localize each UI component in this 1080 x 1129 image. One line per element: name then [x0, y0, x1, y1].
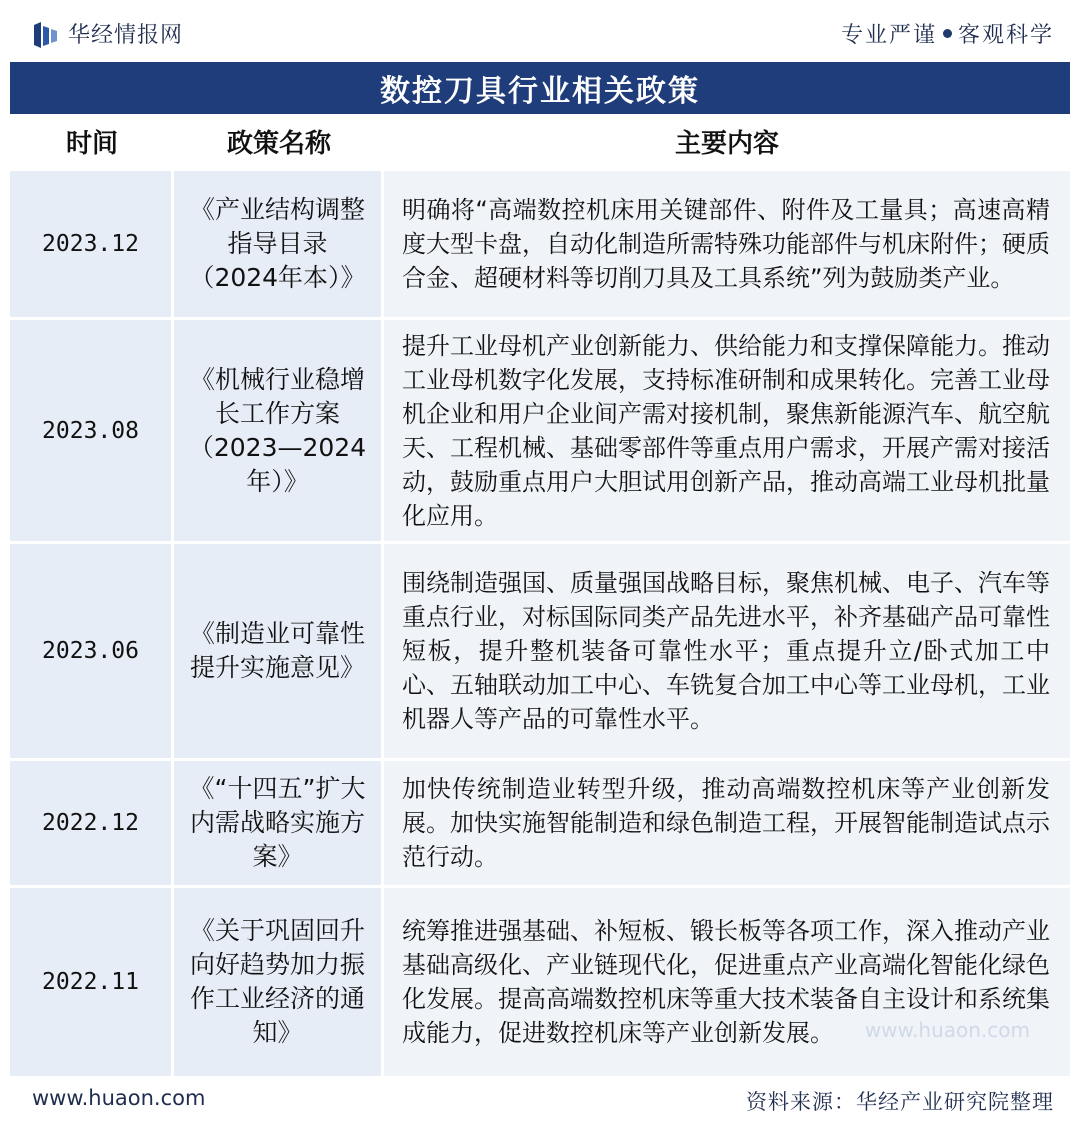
top-bar	[0, 0, 1080, 58]
cell-policy-name: 《机械行业稳增长工作方案（2023—2024年）》	[174, 320, 384, 541]
logo-icon	[32, 22, 58, 48]
cell-content: 统筹推进强基础、补短板、锻长板等各项工作，深入推动产业基础高级化、产业链现代化，促进重点产业高端化智能化绿色化发展。提高高端数控机床等重大技术装备自主设计和系统集成能力，促进数控机床等产业创新发展。	[384, 888, 1070, 1076]
policy-table	[10, 114, 1070, 1076]
table-row	[10, 168, 1070, 317]
cell-policy-name: 《“十四五”扩大内需战略实施方案》	[174, 761, 384, 885]
column-header-policy-name: 政策名称	[226, 128, 331, 159]
footer-source: 资料来源：华经产业研究院整理	[746, 1090, 1054, 1114]
cell-content: 加快传统制造业转型升级，推动高端数控机床等产业创新发展。加快实施智能制造和绿色制造工程，开展智能制造试点示范行动。	[384, 761, 1070, 885]
table-row	[10, 885, 1070, 1076]
motto	[841, 18, 1054, 49]
cell-time: 2022.11	[10, 888, 174, 1076]
cell-content: 提升工业母机产业创新能力、供给能力和支撑保障能力。推动工业母机数字化发展，支持标准研制和成果转化。完善工业母机企业和用户企业间产需对接机制，聚焦新能源汽车、航空航天、工程机械、基础零部件等重点用户需求，开展产需对接活动，鼓励重点用户大胆试用创新产品，推动高端工业母机批量化应用。	[384, 320, 1070, 541]
cell-content: 围绕制造强国、质量强国战略目标，聚焦机械、电子、汽车等重点行业，对标国际同类产品先进水平，补齐基础产品可靠性短板，提升整机装备可靠性水平；重点提升立/卧式加工中心、五轴联动加工中心、车铣复合加工中心等工业母机，工业机器人等产品的可靠性水平。	[384, 544, 1070, 758]
table-header	[10, 114, 1070, 168]
column-header-content: 主要内容	[674, 128, 779, 159]
cell-time: 2022.12	[10, 761, 174, 885]
cell-policy-name: 《制造业可靠性提升实施意见》	[174, 544, 384, 758]
table-row	[10, 317, 1070, 541]
cell-time: 2023.06	[10, 544, 174, 758]
motto-right: 客观科学	[957, 23, 1054, 48]
page-title: 数控刀具行业相关政策	[10, 62, 1070, 114]
motto-left: 专业严谨	[840, 23, 937, 48]
cell-time: 2023.08	[10, 320, 174, 541]
column-header-time: 时间	[65, 128, 118, 159]
cell-policy-name: 《关于巩固回升向好趋势加力振作工业经济的通知》	[174, 888, 384, 1076]
dot-icon	[943, 29, 952, 38]
watermark: www.huaon.com	[864, 1018, 1030, 1042]
brand-name: 华经情报网	[68, 23, 184, 48]
cell-content: 明确将“高端数控机床用关键部件、附件及工量具；高速高精度大型卡盘，自动化制造所需特殊功能部件与机床附件；硬质合金、超硬材料等切削刀具及工具系统”列为鼓励类产业。	[384, 171, 1070, 317]
footer	[0, 1078, 1080, 1129]
cell-policy-name: 《产业结构调整指导目录（2024年本）》	[174, 171, 384, 317]
table-row	[10, 758, 1070, 885]
table-row	[10, 541, 1070, 758]
footer-url[interactable]: www.huaon.com	[32, 1086, 206, 1110]
cell-time: 2023.12	[10, 171, 174, 317]
